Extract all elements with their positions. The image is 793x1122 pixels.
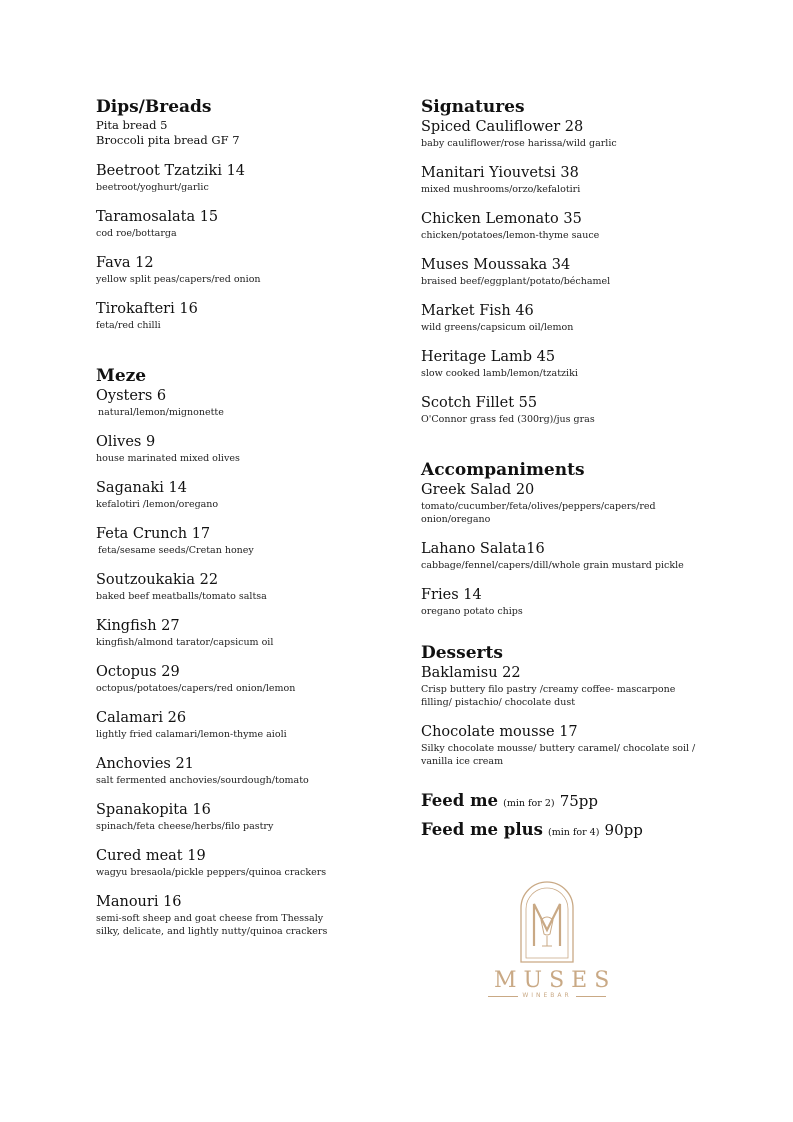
feed-me-block [421, 788, 721, 846]
item-description: cabbage/fennel/capers/dill/whole grain mustard pickle [421, 560, 684, 571]
menu-item [421, 481, 721, 526]
menu-item [96, 208, 396, 240]
logo-emblem-icon [517, 880, 577, 964]
item-description: O'Connor grass fed (300rg)/jus gras [421, 414, 595, 425]
divider [576, 996, 606, 997]
feed-note: (min for 4) [547, 827, 600, 838]
item-description: wagyu bresaola/pickle peppers/quinoa crackers [96, 867, 327, 878]
menu-item [421, 723, 721, 768]
menu-item [421, 164, 721, 196]
item-name: Tirokafteri 16 [96, 301, 198, 317]
item-description: baked beef meatballs/tomato saltsa [96, 591, 267, 602]
menu-item [421, 210, 721, 242]
menu-item [421, 118, 721, 150]
item-name: Fries 14 [421, 587, 482, 603]
menu-item [96, 525, 396, 557]
divider [488, 996, 518, 997]
item-name: Soutzoukakia 22 [96, 572, 219, 588]
item-name: Cured meat 19 [96, 848, 206, 864]
muses-logo [488, 880, 617, 1010]
item-description: salt fermented anchovies/sourdough/tomato [96, 775, 309, 786]
menu-item [96, 709, 396, 741]
menu-item [96, 254, 396, 286]
item-description: natural/lemon/mignonette [98, 407, 224, 418]
item-name: Lahano Salata16 [421, 541, 545, 557]
menu-item [96, 847, 396, 879]
menu-item [421, 348, 721, 380]
item-name: Chicken Lemonato 35 [421, 211, 582, 227]
section-title: Dips/Breads [96, 97, 212, 117]
item-name: Chocolate mousse 17 [421, 724, 578, 740]
section-desserts [421, 642, 721, 768]
menu-item [421, 394, 721, 426]
section-meze [96, 365, 396, 938]
item-name: Greek Salad 20 [421, 482, 535, 498]
item-name: Muses Moussaka 34 [421, 257, 571, 273]
section-title: Desserts [421, 643, 503, 663]
item-name: Manouri 16 [96, 894, 182, 910]
item-name: Anchovies 21 [96, 756, 194, 772]
item-name: Spiced Cauliflower 28 [421, 119, 584, 135]
item-description: octopus/potatoes/capers/red onion/lemon [96, 683, 296, 694]
menu-item [421, 586, 721, 618]
menu-line: Broccoli pita bread GF 7 [96, 133, 240, 147]
feed-note: (min for 2) [503, 798, 555, 809]
item-name: Manitari Yiouvetsi 38 [421, 165, 579, 181]
item-name: Olives 9 [96, 434, 156, 450]
item-description: slow cooked lamb/lemon/tzatziki [421, 368, 578, 379]
feed-label: Feed me plus [421, 820, 543, 839]
item-name: Oysters 6 [96, 388, 167, 404]
item-description: feta/red chilli [96, 320, 161, 331]
item-description: yellow split peas/capers/red onion [96, 274, 261, 285]
menu-item [96, 663, 396, 695]
item-name: Saganaki 14 [96, 480, 187, 496]
feed-price: 90pp [604, 821, 643, 839]
menu-item [96, 755, 396, 787]
section-title: Accompaniments [421, 460, 585, 480]
right-column [421, 96, 721, 846]
item-name: Taramosalata 15 [96, 209, 219, 225]
item-description: baby cauliflower/rose harissa/wild garlic [421, 138, 617, 149]
logo-subtitle-text: WINEBAR [522, 992, 572, 999]
item-name: Calamari 26 [96, 710, 187, 726]
item-description: cod roe/bottarga [96, 228, 177, 239]
menu-item [96, 571, 396, 603]
menu-item [96, 479, 396, 511]
item-name: Feta Crunch 17 [96, 526, 211, 542]
item-description: tomato/cucumber/feta/olives/peppers/capers/red onion/oregano [421, 501, 656, 525]
feed-label: Feed me [421, 791, 499, 810]
item-name: Fava 12 [96, 255, 154, 271]
menu-item [421, 256, 721, 288]
item-name: Heritage Lamb 45 [421, 349, 556, 365]
item-description: semi-soft sheep and goat cheese from Thessaly silky, delicate, and lightly nutty/quinoa crackers [96, 913, 328, 937]
item-name: Octopus 29 [96, 664, 180, 680]
item-description: Silky chocolate mousse/ buttery caramel/ chocolate soil / vanilla ice cream [421, 743, 696, 767]
menu-item [96, 433, 396, 465]
section-signatures [421, 96, 721, 426]
left-column [96, 96, 396, 938]
menu-item [96, 617, 396, 649]
item-name: Baklamisu 22 [421, 665, 521, 681]
item-name: Scotch Fillet 55 [421, 395, 538, 411]
item-description: wild greens/capsicum oil/lemon [421, 322, 574, 333]
menu-item [96, 387, 396, 419]
section-accompaniments [421, 459, 721, 618]
item-description: mixed mushrooms/orzo/kefalotiri [421, 184, 581, 195]
menu-item [96, 893, 396, 938]
menu-item [421, 664, 721, 709]
menu-item [96, 300, 396, 332]
menu-item [96, 801, 396, 833]
section-title: Signatures [421, 97, 525, 117]
section-title: Meze [96, 366, 147, 386]
item-description: house marinated mixed olives [96, 453, 240, 464]
feed-me-line [421, 788, 721, 817]
menu-line: Pita bread 5 [96, 118, 168, 132]
item-description: feta/sesame seeds/Cretan honey [98, 545, 254, 556]
section-dips-breads [96, 96, 396, 332]
menu-item [421, 302, 721, 334]
menu-item [96, 162, 396, 194]
item-description: spinach/feta cheese/herbs/filo pastry [96, 821, 274, 832]
menu-item [421, 540, 721, 572]
feed-price: 75pp [559, 792, 598, 810]
item-name: Kingfish 27 [96, 618, 180, 634]
item-name: Market Fish 46 [421, 303, 534, 319]
logo-subtitle [488, 992, 606, 1000]
item-description: lightly fried calamari/lemon-thyme aioli [96, 729, 287, 740]
item-name: Beetroot Tzatziki 14 [96, 163, 246, 179]
item-description: kingfish/almond tarator/capsicum oil [96, 637, 274, 648]
logo-wordmark: MUSES [494, 968, 617, 993]
item-description: chicken/potatoes/lemon-thyme sauce [421, 230, 600, 241]
item-name: Spanakopita 16 [96, 802, 211, 818]
item-description: braised beef/eggplant/potato/béchamel [421, 276, 611, 287]
item-description: Crisp buttery filo pastry /creamy coffee- mascarpone filling/ pistachio/ chocolate dust [421, 684, 676, 708]
feed-me-plus-line [421, 817, 721, 846]
item-description: beetroot/yoghurt/garlic [96, 182, 209, 193]
item-description: oregano potato chips [421, 606, 523, 617]
item-description: kefalotiri /lemon/oregano [96, 499, 219, 510]
